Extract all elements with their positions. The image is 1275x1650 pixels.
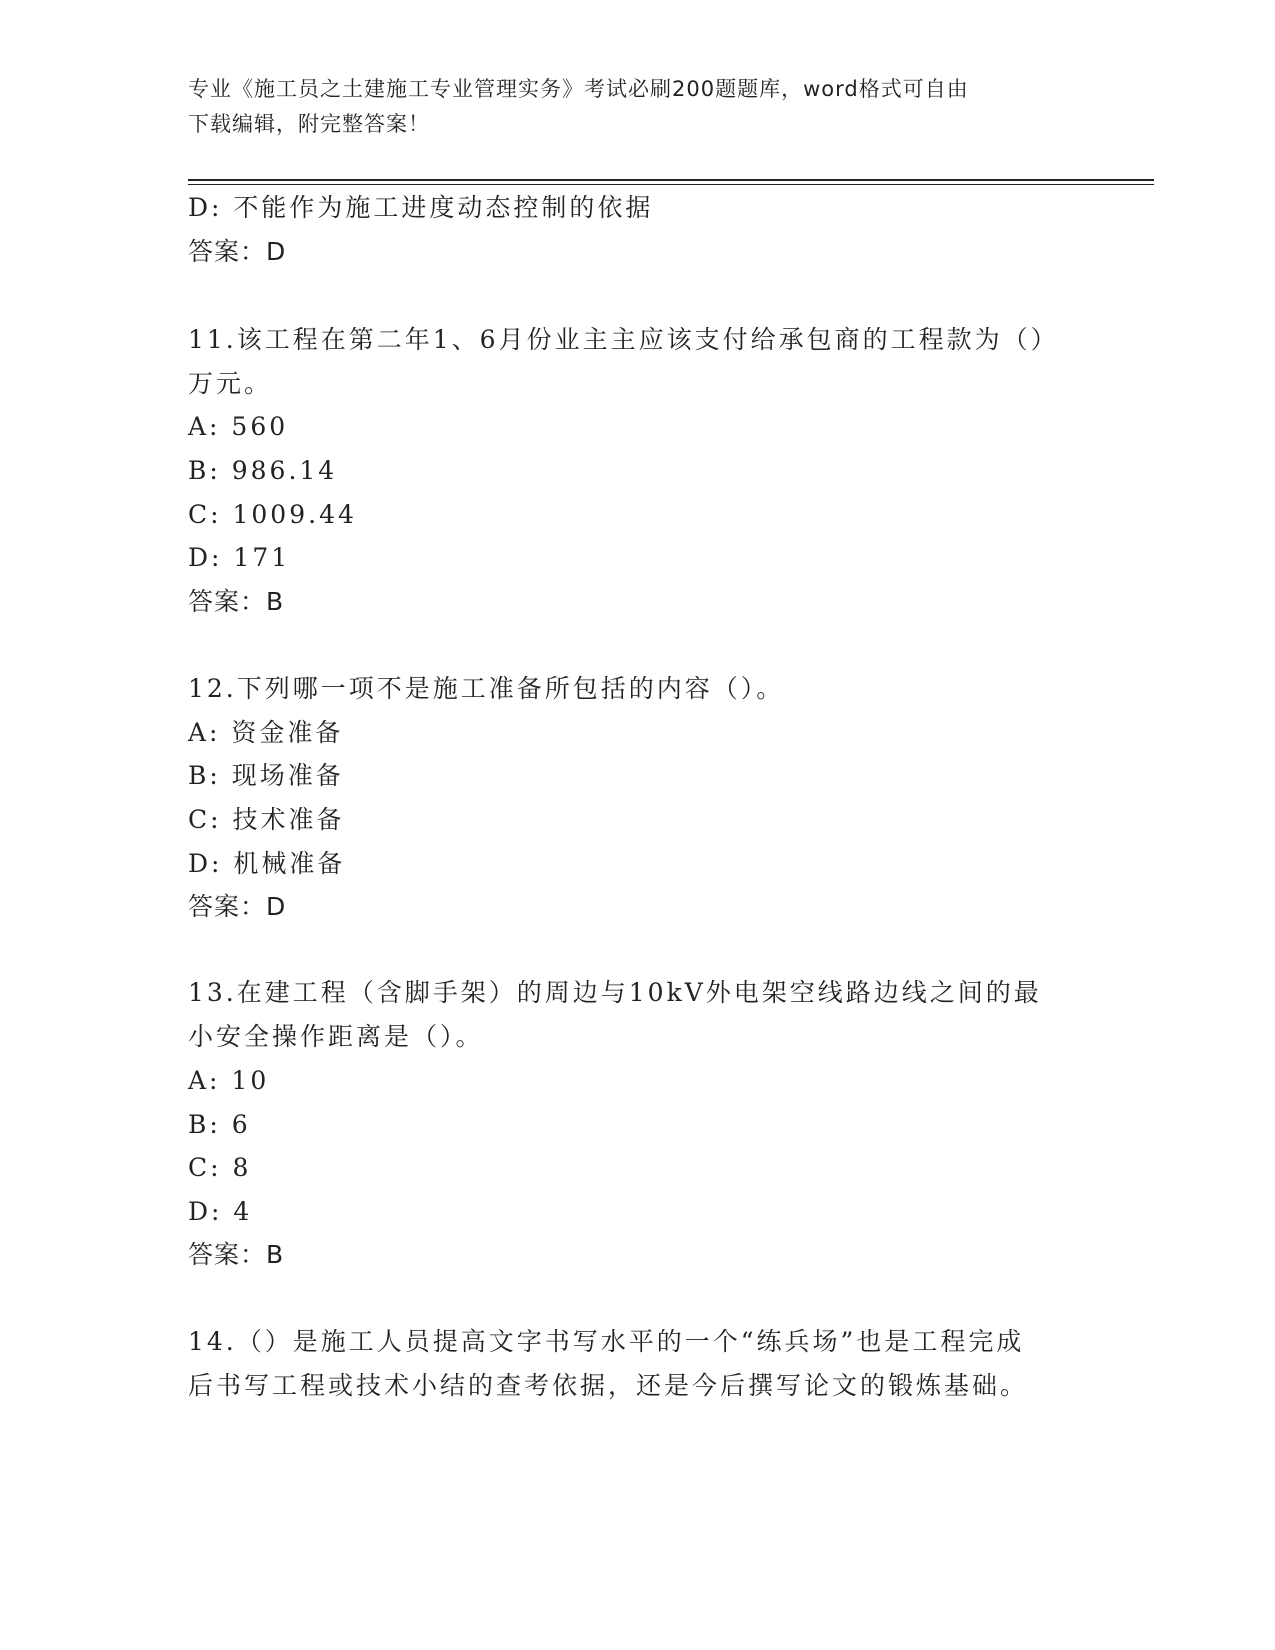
question-11-option-b: B: 986.14 bbox=[188, 456, 338, 485]
question-13-stem-line-1: 13.在建工程（含脚手架）的周边与10kV外电架空线路边线之间的最 bbox=[188, 978, 1042, 1007]
header-divider-thin bbox=[188, 184, 1154, 185]
question-12-option-c: C: 技术准备 bbox=[188, 805, 345, 834]
question-13-option-b: B: 6 bbox=[188, 1110, 251, 1139]
question-12-option-a: A: 资金准备 bbox=[188, 718, 344, 747]
question-12-answer: 答案：D bbox=[188, 892, 287, 921]
header-line-1: 专业《施工员之土建施工专业管理实务》考试必刷200题题库，word格式可自由 bbox=[188, 77, 969, 101]
question-11-option-a: A: 560 bbox=[188, 412, 289, 441]
header-divider-thick bbox=[188, 179, 1154, 181]
question-12-option-d: D: 机械准备 bbox=[188, 849, 346, 878]
question-12-stem-line-1: 12.下列哪一项不是施工准备所包括的内容（）。 bbox=[188, 674, 785, 703]
question-14-stem-line-1: 14.（）是施工人员提高文字书写水平的一个“练兵场”也是工程完成 bbox=[188, 1327, 1025, 1356]
header-line-2: 下载编辑，附完整答案！ bbox=[188, 112, 430, 136]
question-13-option-a: A: 10 bbox=[188, 1066, 270, 1095]
question-11-option-d: D: 171 bbox=[188, 543, 291, 572]
question-13-answer: 答案：B bbox=[188, 1240, 285, 1269]
carryover-answer: 答案：D bbox=[188, 237, 287, 266]
carryover-option-d: D: 不能作为施工进度动态控制的依据 bbox=[188, 193, 654, 222]
question-13-stem-line-2: 小安全操作距离是（）。 bbox=[188, 1022, 484, 1051]
question-11-stem-line-1: 11.该工程在第二年1、6月份业主主应该支付给承包商的工程款为（） bbox=[188, 325, 1059, 354]
question-14-stem-line-2: 后书写工程或技术小结的查考依据，还是今后撰写论文的锻炼基础。 bbox=[188, 1371, 1029, 1400]
document-header bbox=[188, 72, 1088, 142]
question-11-stem-line-2: 万元。 bbox=[188, 369, 273, 398]
question-12-option-b: B: 现场准备 bbox=[188, 761, 344, 790]
question-11-option-c: C: 1009.44 bbox=[188, 500, 357, 529]
question-13-option-c: C: 8 bbox=[188, 1153, 252, 1182]
question-11-answer: 答案：B bbox=[188, 587, 285, 616]
question-13-option-d: D: 4 bbox=[188, 1197, 253, 1226]
